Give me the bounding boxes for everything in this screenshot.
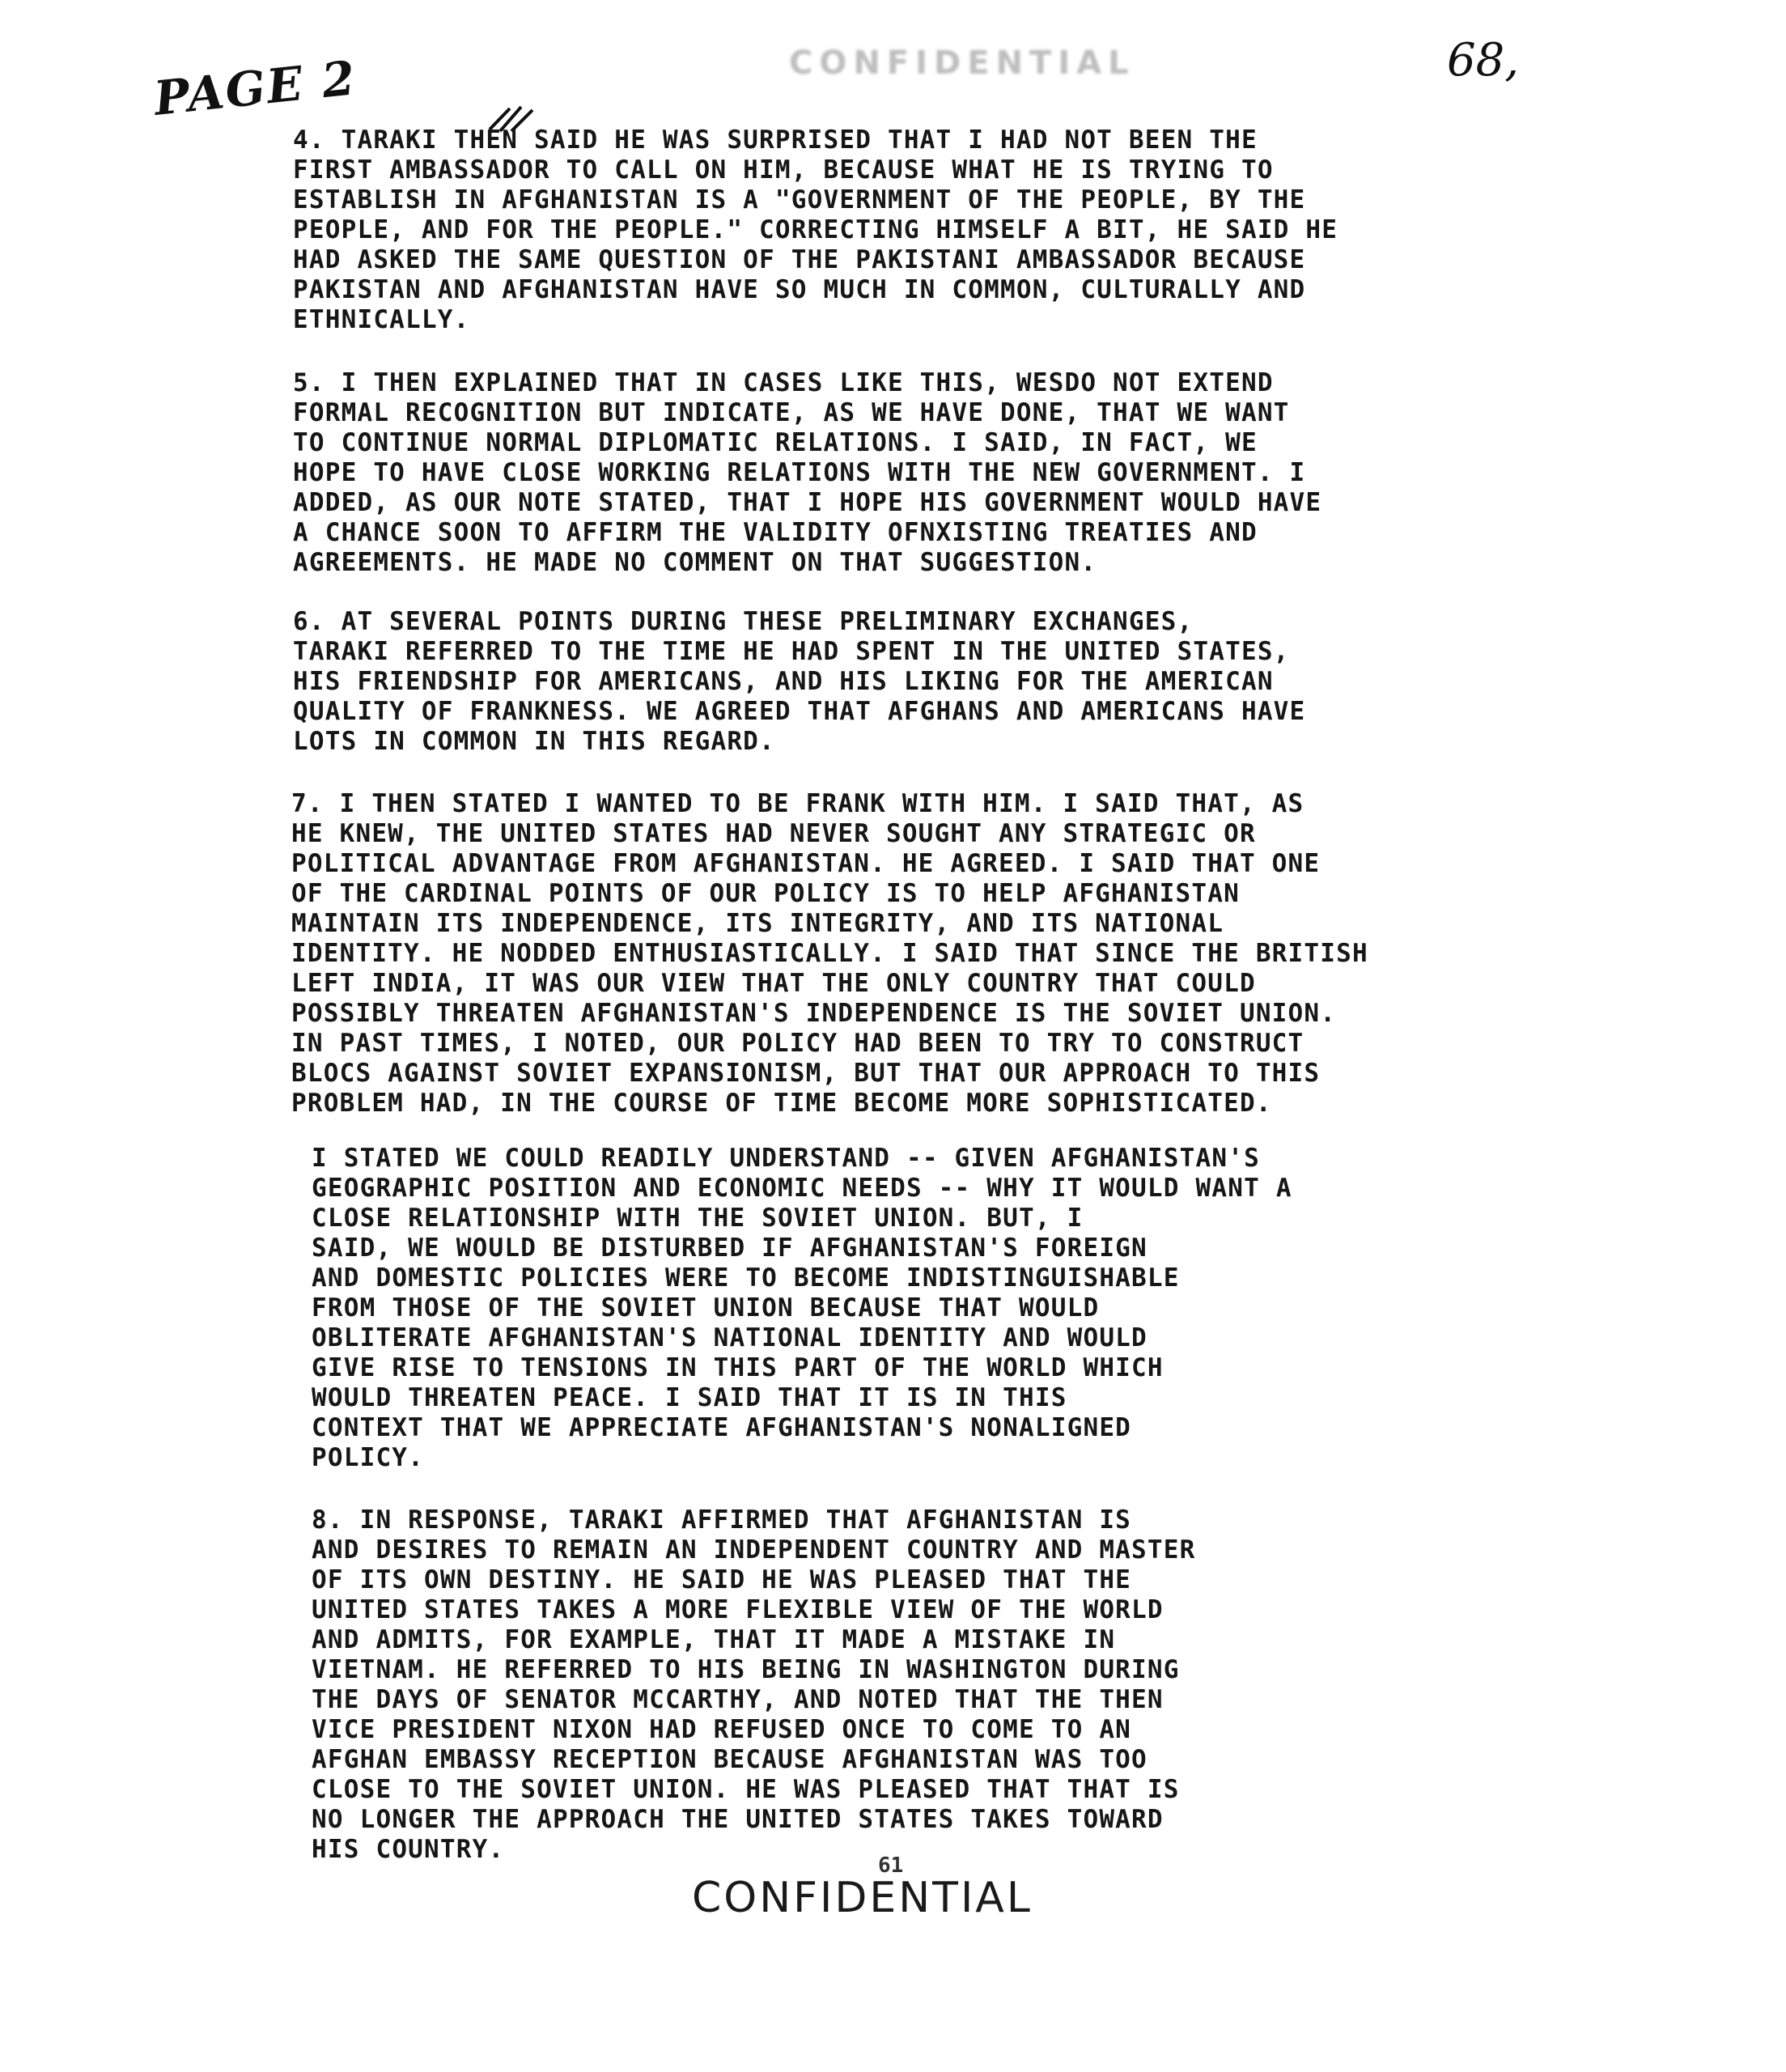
page-number: 61	[878, 1853, 904, 1878]
paragraph-7-continued: I STATED WE COULD READILY UNDERSTAND -- GIVEN AFGHANISTAN'S GEOGRAPHIC POSITION AND ECONOMIC NEEDS -- WHY IT WOULD WANT A CLOSE RELATIONSHIP WITH THE SOVIET UNION. BUT, I SAID, WE WOULD BE DISTURBED IF AFGHANISTAN'S FOREIGN AND DOMESTIC POLICIES WERE TO BECOME INDISTINGUISHABLE FROM THOSE OF THE SOVIET UNION BECAUSE THAT WOULD OBLITERATE AFGHANISTAN'S NATIONAL IDENTITY AND WOULD GIVE RISE TO TENSIONS IN THIS PART OF THE WORLD WHICH WOULD THREATEN PEACE. I SAID THAT IT IS IN THIS CONTEXT THAT WE APPRECIATE AFGHANISTAN'S NONALIGNED POLICY.	[312, 1144, 1292, 1472]
paragraph-8: 8. IN RESPONSE, TARAKI AFFIRMED THAT AFGHANISTAN IS AND DESIRES TO REMAIN AN INDEPENDENT COUNTRY AND MASTER OF ITS OWN DESTINY. HE SAID HE WAS PLEASED THAT THE UNITED STATES TAKES A MORE FLEXIBLE VIEW OF THE WORLD AND ADMITS, FOR EXAMPLE, THAT IT MADE A MISTAKE IN VIETNAM. HE REFERRED TO HIS BEING IN WASHINGTON DURING THE DAYS OF SENATOR MCCARTHY, AND NOTED THAT THE THEN VICE PRESIDENT NIXON HAD REFUSED ONCE TO COME TO AN AFGHAN EMBASSY RECEPTION BECAUSE AFGHANISTAN WAS TOO CLOSE TO THE SOVIET UNION. HE WAS PLEASED THAT THAT IS NO LONGER THE APPROACH THE UNITED STATES TAKES TOWARD HIS COUNTRY.	[312, 1505, 1196, 1864]
paragraph-6: 6. AT SEVERAL POINTS DURING THESE PRELIMINARY EXCHANGES, TARAKI REFERRED TO THE TIME HE HAD SPENT IN THE UNITED STATES, HIS FRIENDSHIP FOR AMERICANS, AND HIS LIKING FOR THE AMERICAN QUALITY OF FRANKNESS. WE AGREED THAT AFGHANS AND AMERICANS HAVE LOTS IN COMMON IN THIS REGARD.	[293, 607, 1306, 756]
paragraph-5: 5. I THEN EXPLAINED THAT IN CASES LIKE THIS, WESDO NOT EXTEND FORMAL RECOGNITION BUT INDICATE, AS WE HAVE DONE, THAT WE WANT TO CONTINUE NORMAL DIPLOMATIC RELATIONS. I SAID, IN FACT, WE HOPE TO HAVE CLOSE WORKING RELATIONS WITH THE NEW GOVERNMENT. I ADDED, AS OUR NOTE STATED, THAT I HOPE HIS GOVERNMENT WOULD HAVE A CHANCE SOON TO AFFIRM THE VALIDITY OFNXISTING TREATIES AND AGREEMENTS. HE MADE NO COMMENT ON THAT SUGGESTION.	[293, 368, 1322, 577]
handwritten-folio-number: 68,	[1447, 34, 1520, 87]
header-classification-stamp: CONFIDENTIAL	[789, 45, 1135, 82]
paragraph-7: 7. I THEN STATED I WANTED TO BE FRANK WITH HIM. I SAID THAT, AS HE KNEW, THE UNITED STATES HAD NEVER SOUGHT ANY STRATEGIC OR POLITICAL ADVANTAGE FROM AFGHANISTAN. HE AGREED. I SAID THAT ONE OF THE CARDINAL POINTS OF OUR POLICY IS TO HELP AFGHANISTAN MAINTAIN ITS INDEPENDENCE, ITS INTEGRITY, AND ITS NATIONAL IDENTITY. HE NODDED ENTHUSIASTICALLY. I SAID THAT SINCE THE BRITISH LEFT INDIA, IT WAS OUR VIEW THAT THE ONLY COUNTRY THAT COULD POSSIBLY THREATEN AFGHANISTAN'S INDEPENDENCE IS THE SOVIET UNION. IN PAST TIMES, I NOTED, OUR POLICY HAD BEEN TO TRY TO CONSTRUCT BLOCS AGAINST SOVIET EXPANSIONISM, BUT THAT OUR APPROACH TO THIS PROBLEM HAD, IN THE COURSE OF TIME BECOME MORE SOPHISTICATED.	[291, 789, 1368, 1118]
footer-classification-stamp: CONFIDENTIAL	[692, 1874, 1033, 1922]
handwritten-page-note: PAGE 2	[151, 50, 359, 126]
paragraph-4: 4. TARAKI THEN SAID HE WAS SURPRISED THAT I HAD NOT BEEN THE FIRST AMBASSADOR TO CALL ON HIM, BECAUSE WHAT HE IS TRYING TO ESTABLISH IN AFGHANISTAN IS A "GOVERNMENT OF THE PEOPLE, BY THE PEOPLE, AND FOR THE PEOPLE." CORRECTING HIMSELF A BIT, HE SAID HE HAD ASKED THE SAME QUESTION OF THE PAKISTANI AMBASSADOR BECAUSE PAKISTAN AND AFGHANISTAN HAVE SO MUCH IN COMMON, CULTURALLY AND ETHNICALLY.	[293, 125, 1338, 334]
